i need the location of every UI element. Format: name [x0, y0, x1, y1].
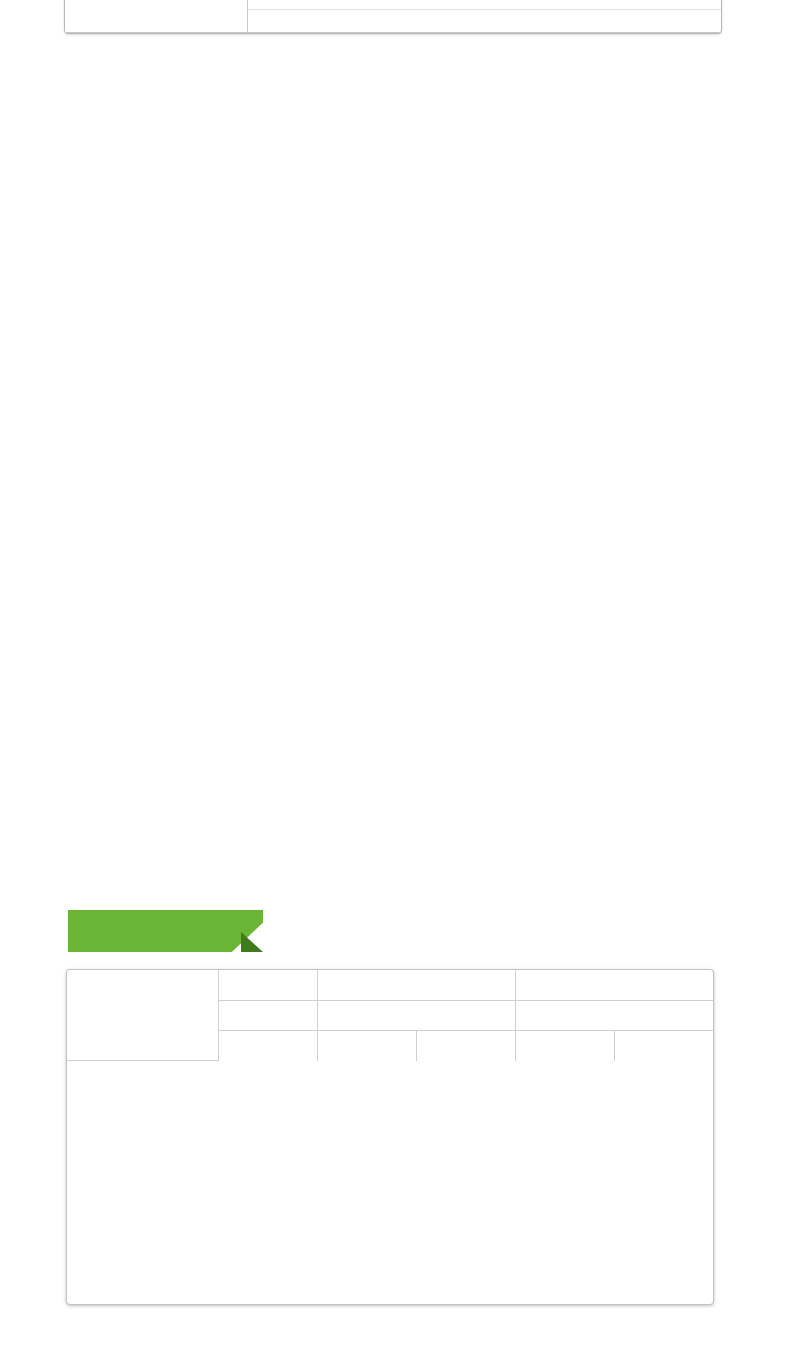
distance-table [66, 969, 714, 1305]
header-unit-cm [515, 1000, 713, 1031]
spec-row-video-compat [65, 0, 721, 33]
header-diagonal [218, 1031, 317, 1061]
spec-label [65, 0, 248, 32]
spec-value-line [248, 10, 721, 32]
banner-fold [241, 932, 263, 952]
header-screen-size [317, 970, 515, 1000]
spec-table [64, 0, 722, 34]
header-height [416, 1031, 515, 1061]
header-unit-cm [317, 1000, 515, 1031]
header-image-size [218, 970, 317, 1000]
banner-bar [68, 910, 263, 952]
header-unit-inch [218, 1000, 317, 1031]
header-far [614, 1031, 713, 1061]
spec-value-line [248, 0, 721, 10]
header-throw-distance [515, 970, 713, 1000]
model-name [67, 970, 218, 1061]
header-width [317, 1031, 416, 1061]
distance-heading-banner [68, 910, 263, 952]
spec-value [248, 0, 721, 32]
header-near [515, 1031, 614, 1061]
header-row [67, 970, 713, 1000]
